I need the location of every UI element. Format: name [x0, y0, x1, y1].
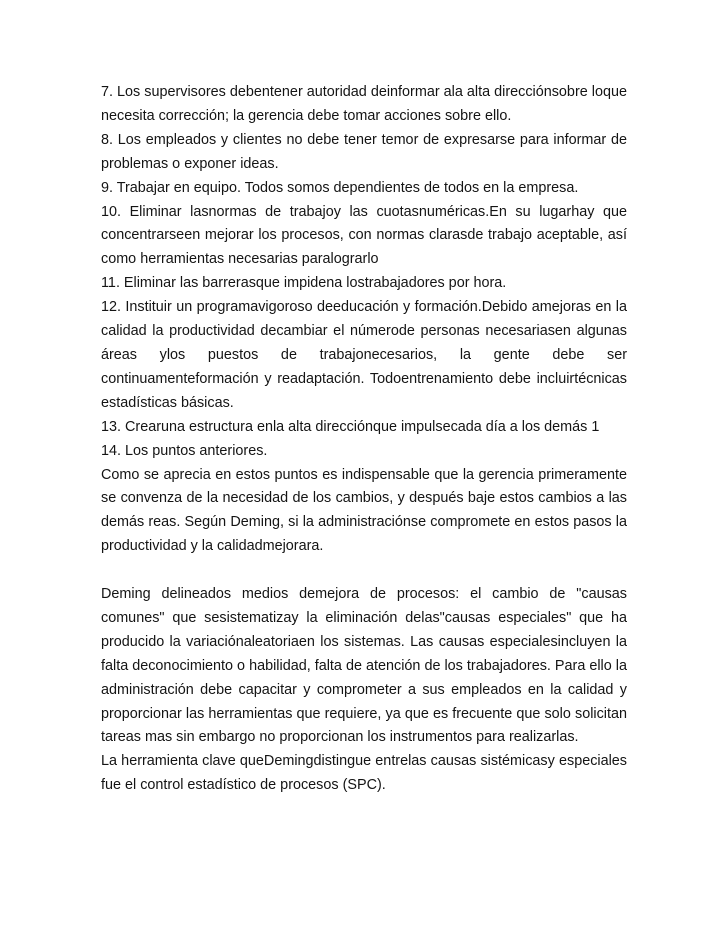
text-line: productividad y la calidadmejorara. — [101, 538, 324, 555]
text-line: comunes" que sesistematizay la eliminación delas"causas especiales" que ha — [101, 609, 627, 626]
text-line: 14. Los puntos anteriores. — [101, 442, 268, 459]
text-line: fue el control estadístico de procesos (SPC). — [101, 777, 386, 794]
text-line: proporcionar las herramientas que requiere, ya que es frecuente que solo solicitan — [101, 705, 627, 722]
text-line: 9. Trabajar en equipo. Todos somos dependientes de todos en la empresa. — [101, 179, 579, 196]
text-line: 12. Instituir un programavigoroso deeducación y formación.Debido amejoras en la — [101, 299, 627, 316]
text-line: 13. Crearuna estructura enla alta direcciónque impulsecada día a los demás 1 — [101, 418, 600, 435]
text-line: se convenza de la necesidad de los cambios, y después baje estos cambios a las — [101, 490, 627, 507]
text-line: tareas mas sin embargo no proporcionan los instrumentos para realizarlas. — [101, 729, 579, 746]
text-line: 7. Los supervisores debentener autoridad deinformar ala alta direcciónsobre loque — [101, 84, 627, 100]
text-line: 8. Los empleados y clientes no debe tener temor de expresarse para informar de — [101, 131, 627, 148]
text-line: 10. Eliminar lasnormas de trabajoy las cuotasnuméricas.En su lugarhay que — [101, 203, 627, 220]
text-line: problemas o exponer ideas. — [101, 155, 279, 172]
text-line: La herramienta clave queDemingdistingue entrelas causas sistémicasy especiales — [101, 753, 627, 770]
text-line: continuamenteformación y readaptación. Todoentrenamiento debe incluirtécnicas — [101, 370, 627, 387]
text-line: 11. Eliminar las barrerasque impidena lostrabajadores por hora. — [101, 275, 507, 292]
text-line: demás reas. Según Deming, si la administraciónse compromete en estos pasos la — [101, 514, 627, 531]
text-line: Deming delineados medios demejora de procesos: el cambio de "causas — [101, 586, 627, 603]
text-line: administración debe capacitar y comprometer a sus empleados en la calidad y — [101, 681, 627, 698]
text-line: Como se aprecia en estos puntos es indispensable que la gerencia primeramente — [101, 466, 627, 483]
text-line: áreas ylos puestos de trabajonecesarios, la gente debe ser — [101, 346, 627, 363]
text-line: necesita corrección; la gerencia debe tomar acciones sobre ello. — [101, 107, 512, 124]
text-line: falta deconocimiento o habilidad, falta de atención de los trabajadores. Para ello la — [101, 657, 627, 674]
text-line: producido la variaciónaleatoriaen los sistemas. Las causas especialesincluyen la — [101, 633, 627, 650]
text-line: concentrarseen mejorar los procesos, con normas clarasde trabajo aceptable, así — [101, 227, 627, 244]
text-line: estadísticas básicas. — [101, 394, 234, 411]
blank-line — [101, 559, 627, 583]
text-line: calidad la productividad decambiar el númerode personas necesariasen algunas — [101, 323, 627, 340]
text-line: como herramientas necesarias paralograrlo — [101, 251, 379, 268]
document-body — [101, 81, 627, 798]
